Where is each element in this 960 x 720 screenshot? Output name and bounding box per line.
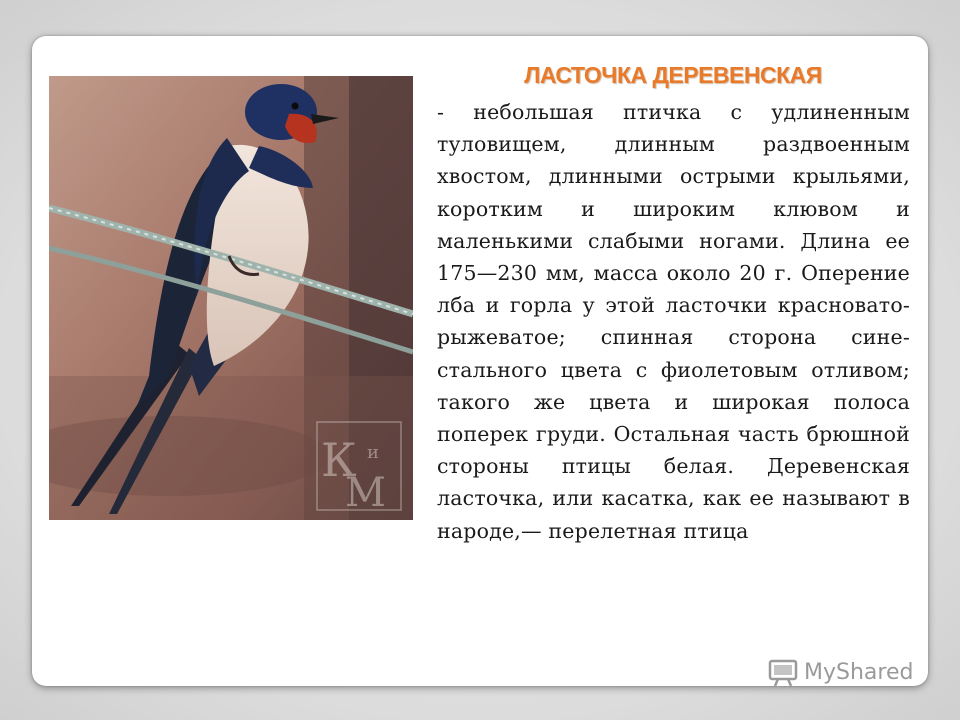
swallow-photo — [49, 76, 413, 520]
slide-title: ЛАСТОЧКА ДЕРЕВЕНСКАЯ — [524, 62, 822, 88]
svg-text:М: М — [345, 470, 386, 516]
logo-text: MyShared — [804, 659, 914, 685]
svg-text:и: и — [367, 442, 379, 463]
projector-screen-icon — [768, 657, 798, 687]
slide-body-text: - небольшая птичка с удлиненным туловищем, длинным раздвоенным хвостом, длинными острыми крыльями, коротким и широким клювом и маленькими слабыми ногами. Длина ее 175—230 мм, масса около 20 г. Оперение лба и горла у этой ласточки красновато-рыжеватое; спинная сторона сине-стального цвета с фиолетовым отливом; такого же цвета и широкая полоса поперек груди. Остальная часть брюшной стороны птицы белая. Деревенская ласточка, или касатка, как ее называют в народе,— перелетная птица — [437, 100, 910, 543]
myshared-logo[interactable] — [768, 654, 913, 690]
svg-text:К: К — [321, 433, 357, 487]
